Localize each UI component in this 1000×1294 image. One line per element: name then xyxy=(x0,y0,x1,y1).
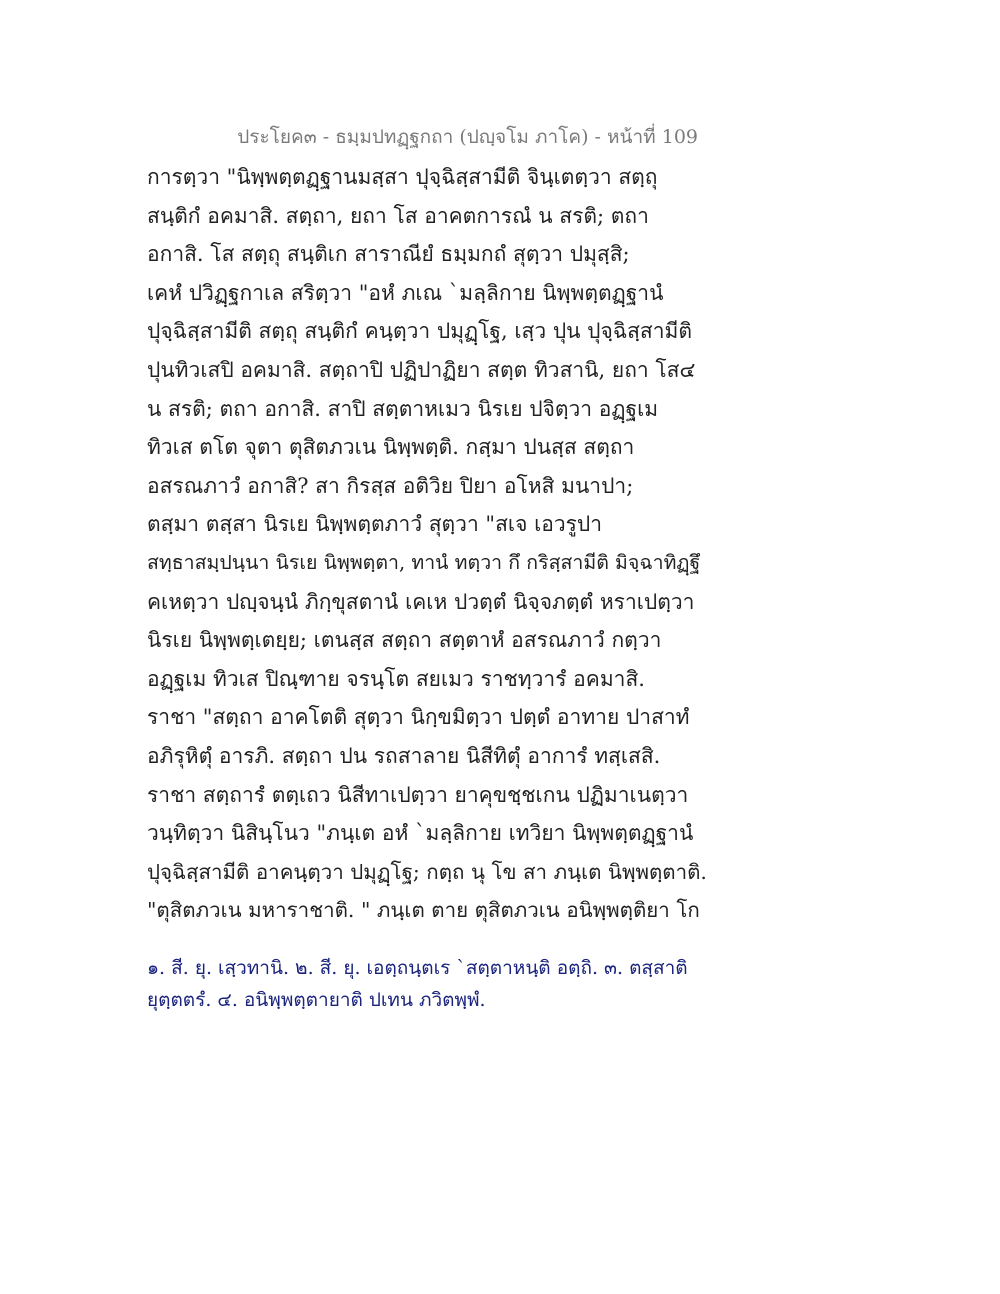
footnote-line: ๑. สี. ยุ. เสฺวทานิ. ๒. สี. ยุ. เอตฺถนฺตเร `สตฺตาหนฺติ อตฺถิ. ๓. ตสฺสาติ xyxy=(147,957,688,979)
text-line: อภิรุหิตุํ อารภิ. สตฺถา ปน รถสาลาย นิสีทิตุํ อาการํ ทสฺเสสิ. xyxy=(147,743,661,768)
text-line: เคหํ ปวิฏฺฐกาเล สริตฺวา "อหํ ภเณ `มลฺลิกาย นิพฺพตฺตฏฺฐานํ xyxy=(147,280,664,305)
footnote-line: ยุตฺตตรํ. ๔. อนิพฺพตฺตายาติ ปเทน ภวิตพฺพํ. xyxy=(147,989,486,1011)
text-line: ปุจฺฉิสฺสามีติ อาคนฺตฺวา ปมุฏฺโฐ; กตฺถ นุ โข สา ภนฺเต นิพฺพตฺตาติ. xyxy=(147,859,707,884)
text-line: ตสฺมา ตสฺสา นิรเย นิพฺพตฺตภาวํ สุตฺวา "สเจ เอวรูปา xyxy=(147,512,603,537)
text-line: อฏฺฐเม ทิวเส ปิณฺฑาย จรนฺโต สยเมว ราชทฺวารํ อคมาสิ. xyxy=(147,666,645,691)
text-line: นิรเย นิพฺพตฺเตยฺย; เตนสฺส สตฺถา สตฺตาหํ อสรณภาวํ กตฺวา xyxy=(147,628,662,653)
text-line: ราชา สตฺถารํ ตตฺเถว นิสีทาเปตฺวา ยาคุขชฺชเกน ปฏิมาเนตฺวา xyxy=(147,782,689,807)
text-line: ราชา "สตฺถา อาคโตติ สุตฺวา นิกฺขมิตฺวา ปตฺตํ อาทาย ปาสาทํ xyxy=(147,705,690,730)
text-line: ปุจฺฉิสฺสามีติ สตฺถุ สนฺติกํ คนฺตฺวา ปมุฏฺโฐ, เสฺว ปุน ปุจฺฉิสฺสามีติ xyxy=(147,319,693,344)
text-line: น สรติ; ตถา อกาสิ. สาปิ สตฺตาหเมว นิรเย ปจิตฺวา อฏฺฐเม xyxy=(147,396,659,421)
text-line: อกาสิ. โส สตฺถุ สนฺติเก สาราณียํ ธมฺมกถํ สุตฺวา ปมุสฺสิ; xyxy=(147,242,630,267)
text-line: คเหตฺวา ปญฺจนฺนํ ภิกฺขุสตานํ เคเห ปวตฺตํ นิจฺจภตฺตํ หราเปตฺวา xyxy=(147,589,695,614)
text-line: วนฺทิตฺวา นิสินฺโนว "ภนฺเต อหํ `มลฺลิกาย เทวิยา นิพฺพตฺตฏฺฐานํ xyxy=(147,821,694,846)
text-line: อสรณภาวํ อกาสิ? สา กิรสฺส อติวิย ปิยา อโหสิ มนาปา; xyxy=(147,473,634,498)
footnotes xyxy=(147,952,707,1016)
text-line: "ตุสิตภวเน มหาราชาติ. " ภนฺเต ตาย ตุสิตภวเน อนิพฺพตฺติยา โก xyxy=(147,898,700,923)
main-text xyxy=(147,158,707,930)
text-line: ทิวเส ตโต จุตา ตุสิตภวเน นิพฺพตฺติ. กสฺมา ปนสฺส สตฺถา xyxy=(147,435,635,460)
text-line: การตฺวา "นิพฺพตฺตฏฺฐานมสฺสา ปุจฺฉิสฺสามีติ จินฺเตตฺวา สตฺถุ xyxy=(147,165,658,189)
running-header: ประโยค๓ - ธมฺมปทฏฺฐกถา (ปญฺจโม ภาโค) - หน้าที่ 109 xyxy=(237,126,698,148)
text-line: สทฺธาสมฺปนฺนา นิรเย นิพฺพตฺตา, ทานํ ทตฺวา กึ กริสฺสามีติ มิจฺฉาทิฏฺฐึ xyxy=(147,550,701,574)
text-line: สนฺติกํ อคมาสิ. สตฺถา, ยถา โส อาคตการณํ น สรติ; ตถา xyxy=(147,203,649,228)
text-line: ปุนทิวเสปิ อคมาสิ. สตฺถาปิ ปฏิปาฏิยา สตฺต ทิวสานิ, ยถา โส๔ xyxy=(147,357,696,382)
